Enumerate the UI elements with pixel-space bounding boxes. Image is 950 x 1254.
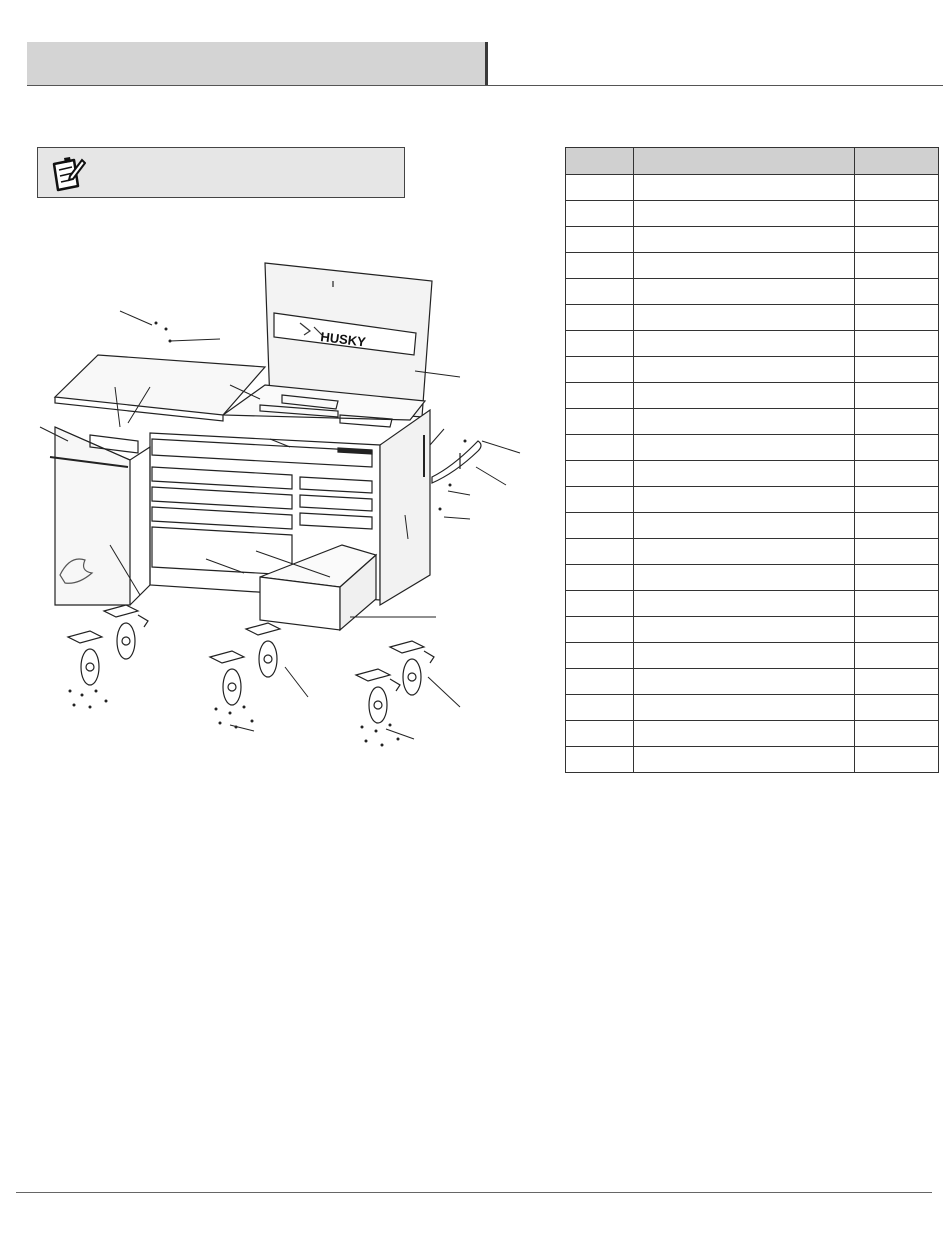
table-row: [566, 643, 939, 669]
table-row: [566, 201, 939, 227]
description-cell: [633, 409, 854, 435]
quantity-cell: [855, 721, 939, 747]
part-cell: [566, 721, 634, 747]
quantity-cell: [855, 383, 939, 409]
quantity-cell: [855, 487, 939, 513]
part-cell: [566, 253, 634, 279]
table-row: [566, 305, 939, 331]
part-cell: [566, 357, 634, 383]
table-row: [566, 227, 939, 253]
quantity-cell: [855, 409, 939, 435]
note-pencil-icon: [50, 154, 86, 197]
part-cell: [566, 747, 634, 773]
part-cell: [566, 565, 634, 591]
side-handle: [432, 441, 481, 483]
note-box: [37, 147, 405, 198]
part-cell: [566, 305, 634, 331]
quantity-cell: [855, 175, 939, 201]
table-row: [566, 669, 939, 695]
swivel-casters: [68, 605, 434, 723]
description-cell: [633, 721, 854, 747]
table-row: [566, 513, 939, 539]
parts-table: [565, 147, 939, 773]
table-row: [566, 435, 939, 461]
header-description: [633, 148, 854, 175]
part-cell: [566, 175, 634, 201]
quantity-cell: [855, 669, 939, 695]
part-cell: [566, 383, 634, 409]
quantity-cell: [855, 591, 939, 617]
quantity-cell: [855, 643, 939, 669]
header-part: [566, 148, 634, 175]
part-cell: [566, 435, 634, 461]
quantity-cell: [855, 435, 939, 461]
part-cell: [566, 487, 634, 513]
description-cell: [633, 253, 854, 279]
table-row: [566, 695, 939, 721]
part-cell: [566, 409, 634, 435]
table-row: [566, 279, 939, 305]
description-cell: [633, 643, 854, 669]
description-cell: [633, 617, 854, 643]
table-row: [566, 383, 939, 409]
table-row: [566, 331, 939, 357]
quantity-cell: [855, 331, 939, 357]
description-cell: [633, 435, 854, 461]
description-cell: [633, 539, 854, 565]
quantity-cell: [855, 461, 939, 487]
parts-table-body: [566, 175, 939, 773]
table-row: [566, 357, 939, 383]
quantity-cell: [855, 565, 939, 591]
header-quantity: [855, 148, 939, 175]
quantity-cell: [855, 357, 939, 383]
description-cell: [633, 383, 854, 409]
description-cell: [633, 461, 854, 487]
description-cell: [633, 227, 854, 253]
part-cell: [566, 201, 634, 227]
quantity-cell: [855, 747, 939, 773]
table-row: [566, 539, 939, 565]
part-cell: [566, 331, 634, 357]
description-cell: [633, 487, 854, 513]
table-row: [566, 253, 939, 279]
table-row: [566, 591, 939, 617]
description-cell: [633, 331, 854, 357]
footer-rule: [16, 1192, 932, 1193]
quantity-cell: [855, 279, 939, 305]
quantity-cell: [855, 617, 939, 643]
quantity-cell: [855, 513, 939, 539]
description-cell: [633, 565, 854, 591]
table-row: [566, 461, 939, 487]
parts-table-header-row: [566, 148, 939, 175]
part-cell: [566, 227, 634, 253]
husky-lid-logo: HUSKY: [319, 329, 367, 350]
tool-cabinet-exploded-diagram: [20, 255, 530, 765]
part-cell: [566, 513, 634, 539]
part-cell: [566, 591, 634, 617]
part-cell: [566, 695, 634, 721]
description-cell: [633, 305, 854, 331]
quantity-cell: [855, 695, 939, 721]
table-row: [566, 487, 939, 513]
part-cell: [566, 461, 634, 487]
table-row: [566, 747, 939, 773]
table-row: [566, 721, 939, 747]
quantity-cell: [855, 253, 939, 279]
description-cell: [633, 201, 854, 227]
header-divider: [485, 42, 488, 86]
part-cell: [566, 539, 634, 565]
description-cell: [633, 175, 854, 201]
quantity-cell: [855, 227, 939, 253]
part-cell: [566, 617, 634, 643]
table-row: [566, 409, 939, 435]
table-row: [566, 565, 939, 591]
description-cell: [633, 513, 854, 539]
part-cell: [566, 643, 634, 669]
description-cell: [633, 357, 854, 383]
description-cell: [633, 669, 854, 695]
description-cell: [633, 695, 854, 721]
description-cell: [633, 591, 854, 617]
quantity-cell: [855, 305, 939, 331]
description-cell: [633, 747, 854, 773]
table-row: [566, 175, 939, 201]
header-rule: [27, 85, 943, 86]
quantity-cell: [855, 201, 939, 227]
section-header-bar: [27, 42, 485, 85]
part-cell: [566, 279, 634, 305]
table-row: [566, 617, 939, 643]
side-cabinet: [50, 427, 150, 605]
quantity-cell: [855, 539, 939, 565]
part-cell: [566, 669, 634, 695]
description-cell: [633, 279, 854, 305]
